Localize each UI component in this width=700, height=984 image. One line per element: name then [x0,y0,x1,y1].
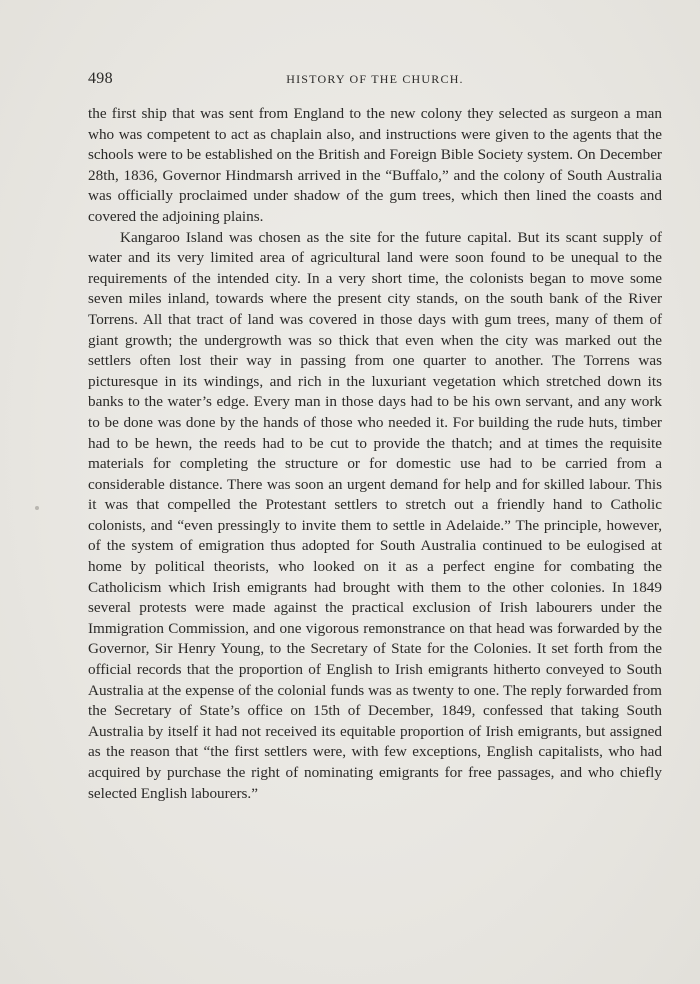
paragraph-kangaroo-island: Kangaroo Island was chosen as the site for the future capital. But its scant supply of water and its very limited area of agricultural land were soon found to be unequal to the requirements of the intended city. In a very short time, the colonists began to move some seven miles inland, towards where the present city stands, on the south bank of the River Torrens. All that tract of land was covered in those days with gum trees, many of them of giant growth; the undergrowth was so thick that even when the city was marked out the settlers often lost their way in passing from one quarter to another. The Torrens was picturesque in its windings, and rich in the luxuriant vegetation which stretched down its banks to the water’s edge. Every man in those days had to be his own servant, and any work to be done was done by the hands of those who needed it. For building the rude huts, timber had to be hewn, the reeds had to be cut to provide the thatch; and at times the requisite materials for completing the structure or for domestic use had to be carried from a considerable distance. There was soon an urgent demand for help and for skilled labour. This it was that compelled the Protestant settlers to stretch out a friendly hand to Catholic colonists, and “even pressingly to invite them to settle in Adelaide.” The principle, however, of the system of emigration thus adopted for South Australia continued to be eulogised at home by political theorists, who looked on it as a perfect engine for combating the Catholicism which Irish emigrants had brought with them to the other colonies. In 1849 several protests were made against the practical exclusion of Irish labourers under the Immigration Commission, and one vigorous remonstrance on that head was forwarded by the Governor, Sir Henry Young, to the Secretary of State for the Colonies. It set forth from the official records that the proportion of English to Irish emigrants hitherto conveyed to South Australia at the expense of the colonial funds was as twenty to one. The reply forwarded from the Secretary of State’s office on 15th of December, 1849, confessed that taking South Australia by itself it had not received its equitable proportion of Irish emigrants, but assigned as the reason that “the first settlers were, with few exceptions, English capitalists, who had acquired by purchase the right of nominating emigrants for free passages, and who chiefly selected English labourers.” [88,228,662,802]
body-text [88,104,662,804]
page-header [88,70,662,92]
paragraph-continued: the first ship that was sent from England to the new colony they selected as surgeon a man who was competent to act as chaplain also, and instructions were given to the agents that the schools were to be established on the British and Foreign Bible Society system. On December 28th, 1836, Governor Hindmarsh arrived in the “Buffalo,” and the colony of South Australia was officially proclaimed under shadow of the gum trees, which then lined the coasts and covered the adjoining plains. [88,105,662,225]
page-number: 498 [88,70,113,87]
running-title: HISTORY OF THE CHURCH. [286,72,464,86]
paper-speck [35,506,39,510]
